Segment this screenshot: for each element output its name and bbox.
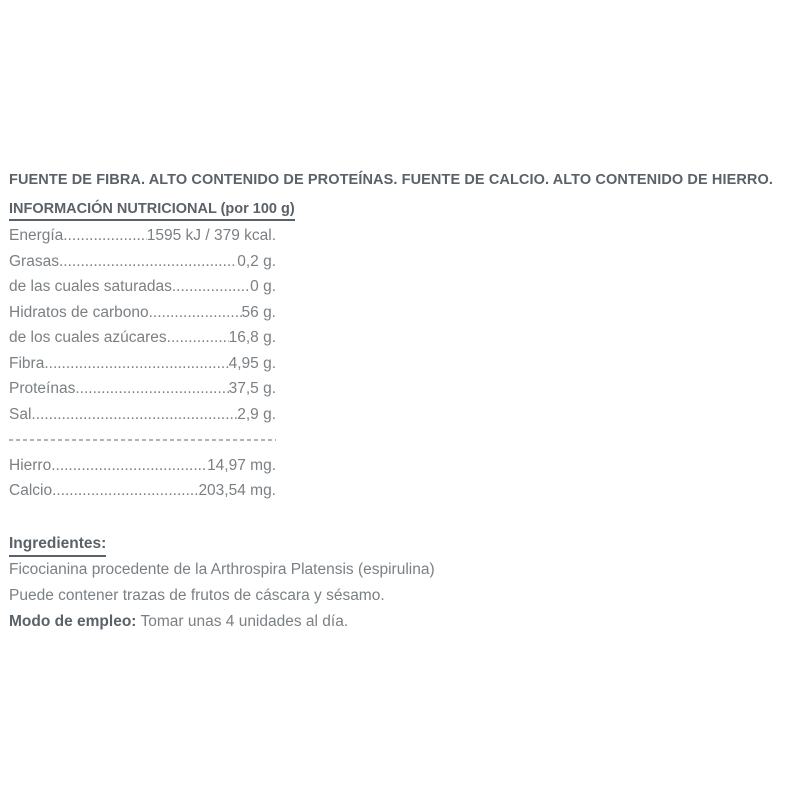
leader-dots <box>149 300 242 326</box>
row-value: 0 g. <box>250 278 276 295</box>
row-label: Fibra <box>9 354 45 372</box>
row-label: Energía <box>9 227 64 244</box>
leader-dots <box>172 274 250 300</box>
nutrition-row-hierro <box>9 453 276 479</box>
usage-label: Modo de empleo: <box>9 612 137 630</box>
ingredients-title <box>9 534 795 557</box>
nutrition-row-saturadas <box>9 274 276 300</box>
row-label: de las cuales saturadas <box>9 278 172 295</box>
nutrition-row-energia <box>9 223 276 249</box>
leader-dots <box>59 249 237 275</box>
row-value: 16,8 g. <box>228 329 276 346</box>
nutrition-row-grasas <box>9 249 276 275</box>
row-value: 56 g. <box>241 303 276 321</box>
claims-text: FUENTE DE FIBRA. ALTO CONTENIDO DE PROTEÍNAS. FUENTE DE CALCIO. ALTO CONTENIDO DE HIERRO. <box>9 172 773 188</box>
ingredients-line-1: Ficocianina procedente de la Arthrospira Platensis (espirulina) <box>9 560 435 578</box>
ingredients-line-2: Puede contener trazas de frutos de cáscara y sésamo. <box>9 586 385 604</box>
usage-line <box>9 609 795 635</box>
row-label: Hidratos de carbono <box>9 303 149 321</box>
nutrition-row-proteinas <box>9 376 276 402</box>
leader-dots <box>31 402 237 428</box>
leader-dots <box>44 351 228 377</box>
nutrition-label-sheet <box>9 170 795 635</box>
nutrition-row-fibra <box>9 351 276 377</box>
nutrition-row-azucares <box>9 325 276 351</box>
row-value: 4,95 g. <box>228 354 276 372</box>
nutrition-table <box>9 223 276 504</box>
row-label: de los cuales azúcares <box>9 329 167 346</box>
nutrition-row-sal <box>9 402 276 428</box>
dashed-separator <box>9 439 276 441</box>
row-label: Calcio <box>9 482 53 499</box>
row-value: 203,54 mg. <box>198 482 276 499</box>
row-label: Grasas <box>9 252 59 270</box>
nutrition-title <box>9 201 795 221</box>
nutrition-title-text: INFORMACIÓN NUTRICIONAL (por 100 g) <box>9 201 295 221</box>
row-value: 1595 kJ / 379 kcal. <box>146 227 276 244</box>
row-value: 37,5 g. <box>228 380 276 397</box>
leader-dots <box>167 325 229 351</box>
row-value: 0,2 g. <box>237 252 276 270</box>
nutrition-row-hidratos <box>9 300 276 326</box>
row-label: Hierro <box>9 456 52 474</box>
leader-dots <box>51 453 207 479</box>
row-label: Sal <box>9 405 32 423</box>
usage-text: Tomar unas 4 unidades al día. <box>136 612 349 630</box>
row-value: 2,9 g. <box>237 405 276 423</box>
leader-dots <box>52 478 198 504</box>
ingredients-title-text: Ingredientes: <box>9 534 106 557</box>
separator-slot <box>9 427 276 453</box>
leader-dots <box>75 376 228 402</box>
row-value: 14,97 mg. <box>207 456 276 474</box>
row-label: Proteínas <box>9 380 76 397</box>
nutrition-row-calcio <box>9 478 276 504</box>
leader-dots <box>63 223 146 249</box>
